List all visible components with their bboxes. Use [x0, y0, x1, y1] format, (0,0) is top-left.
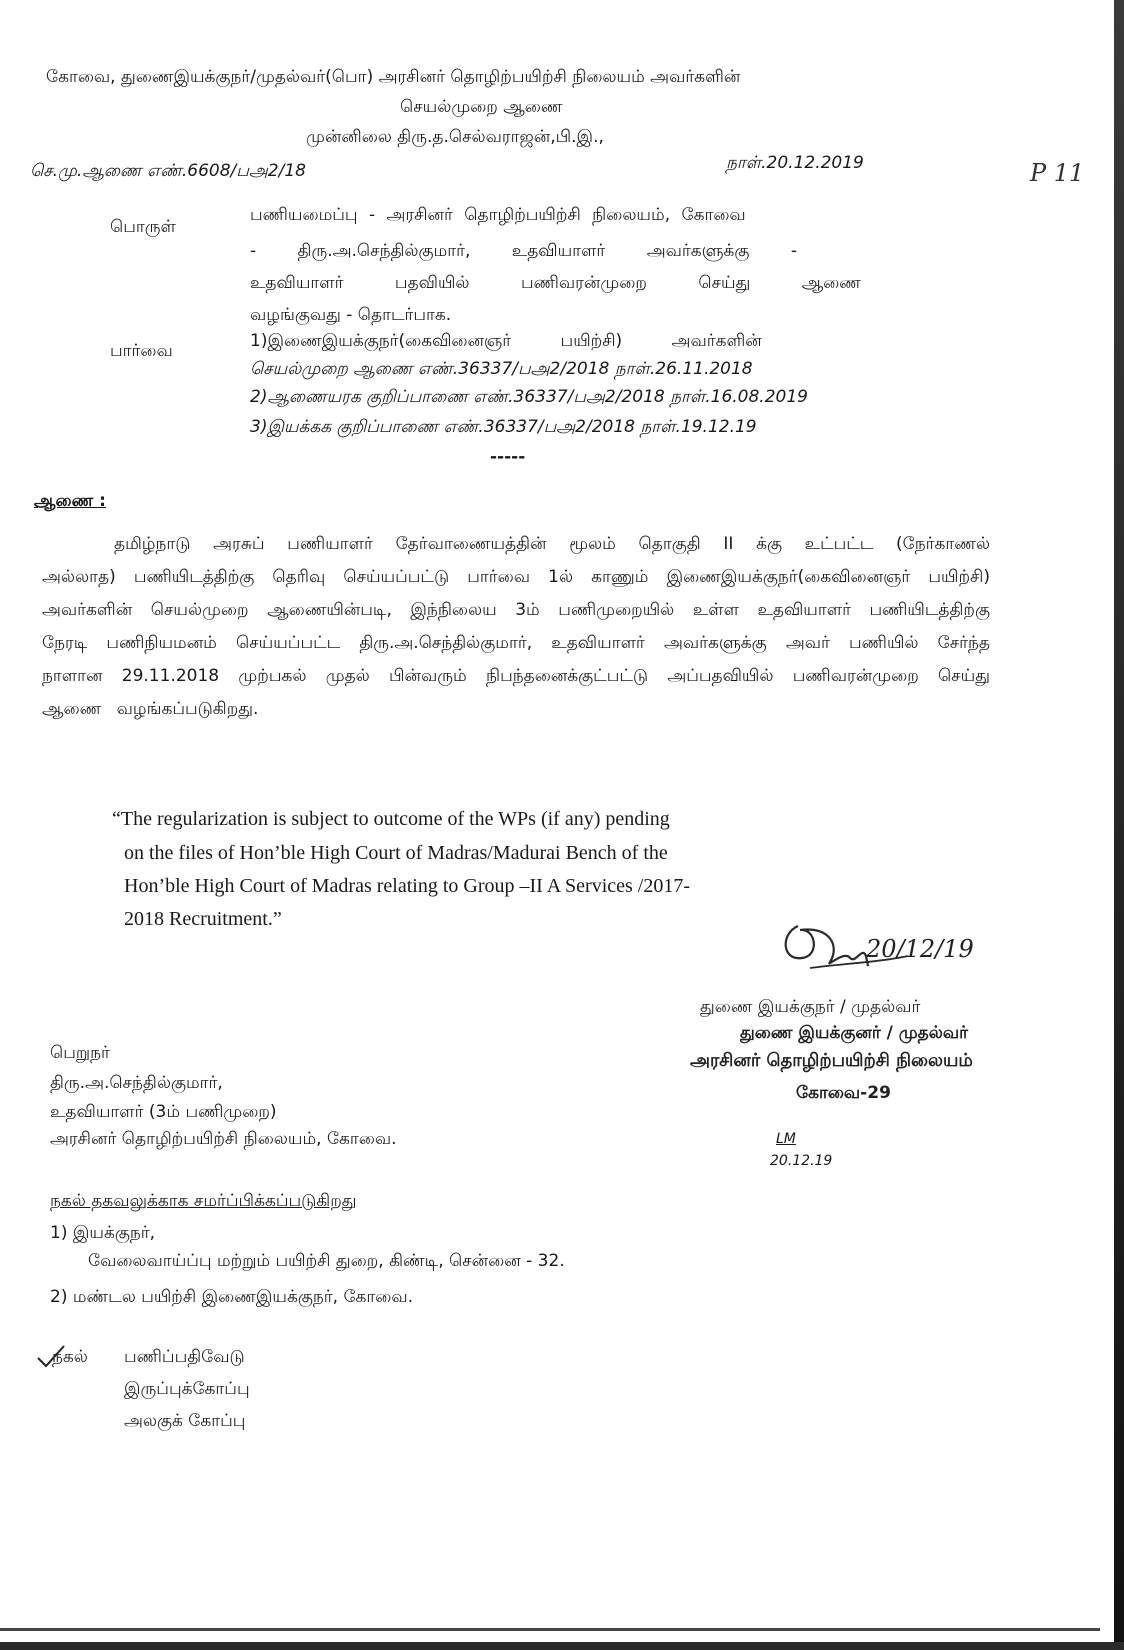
- bottom-scan-edge: [0, 1642, 1124, 1650]
- initials-date: 20.12.19: [770, 1153, 833, 1169]
- order-number: செ.மு.ஆணை எண்.6608/பஅ2/18: [30, 161, 306, 181]
- english-line-3: Hon’ble High Court of Madras relating to Group –II A Services /2017-: [124, 875, 691, 897]
- tick-mark: [36, 1344, 66, 1368]
- copies-line-3: அலகுக் கோப்பு: [124, 1411, 246, 1431]
- stamp-line-1: துணை இயக்குனர் / முதல்வர்: [740, 1023, 968, 1043]
- margin-mark: P 11: [1030, 159, 1085, 187]
- english-line-2: on the files of Hon’ble High Court of Madras/Madurai Bench of the: [124, 842, 668, 864]
- bottom-scan-line: [0, 1628, 1100, 1631]
- reference-line-4: 3)இயக்கக குறிப்பாணை எண்.36337/பஅ2/2018 நாள்.19.12.19: [250, 417, 757, 437]
- reference-line-1: 1)இணைஇயக்குநர்(கைவினைஞர் பயிற்சி) அவர்களின்: [250, 331, 762, 351]
- initials: LM: [776, 1131, 796, 1147]
- stamp-line-2: அரசினர் தொழிற்பயிற்சி நிலையம்: [690, 1050, 973, 1071]
- stamp-line-3: கோவை-29: [796, 1083, 891, 1103]
- recipient-line-1: திரு.அ.செந்தில்குமார்,: [50, 1073, 223, 1093]
- reference-label: பார்வை: [110, 341, 173, 361]
- order-date: நாள்.20.12.2019: [726, 153, 864, 173]
- right-scan-edge: [1114, 0, 1124, 1650]
- header-line-1: கோவை, துணைஇயக்குநர்/முதல்வர்(பொ) அரசினர் தொழிற்பயிற்சி நிலையம் அவர்களின்: [46, 67, 741, 87]
- subject-line-1: பணியமைப்பு - அரசினர் தொழிற்பயிற்சி நிலையம், கோவை: [250, 205, 746, 225]
- recipient-label: பெறுநர்: [50, 1043, 110, 1063]
- signature-designation: துணை இயக்குநர் / முதல்வர்: [700, 997, 921, 1017]
- copies-label: நகல்: [52, 1347, 88, 1367]
- recipient-line-3: அரசினர் தொழிற்பயிற்சி நிலையம், கோவை.: [50, 1129, 397, 1149]
- copy-to-heading: நகல் தகவலுக்காக சமர்ப்பிக்கப்படுகிறது: [50, 1191, 357, 1211]
- copies-line-2: இருப்புக்கோப்பு: [124, 1379, 250, 1399]
- recipient-line-2: உதவியாளர் (3ம் பணிமுறை): [50, 1102, 277, 1122]
- header-presence: முன்னிலை திரு.த.செல்வராஜன்,பி.இ.,: [306, 127, 604, 147]
- handwritten-date: 20/12/19: [866, 935, 974, 963]
- order-heading: ஆணை :: [34, 491, 106, 511]
- copy-to-item-1: 1) இயக்குநர்,: [50, 1223, 156, 1243]
- subject-line-3: உதவியாளர் பதவியில் பணிவரன்முறை செய்து ஆணை: [250, 273, 861, 293]
- reference-line-2: செயல்முறை ஆணை எண்.36337/பஅ2/2018 நாள்.26.11.2018: [250, 359, 753, 379]
- subject-line-2: - திரு.அ.செந்தில்குமார், உதவியாளர் அவர்களுக்கு -: [250, 241, 797, 261]
- copies-line-1: பணிப்பதிவேடு: [124, 1347, 245, 1367]
- copy-to-item-2: 2) மண்டல பயிற்சி இணைஇயக்குநர், கோவை.: [50, 1287, 414, 1307]
- header-line-2: செயல்முறை ஆணை: [400, 97, 563, 117]
- order-body: தமிழ்நாடு அரசுப் பணியாளர் தேர்வாணையத்தின் மூலம் தொகுதி II க்கு உட்பட்ட (நேர்காணல் அல்லாத) பணியிடத்திற்கு தெரிவு செய்யப்பட்டு பார்வை 1ல் காணும் இணைஇயக்குநர்(கைவினைஞர் பயிற்சி) அவர்களின் செயல்முறை ஆணையின்படி, இந்நிலைய 3ம் பணிமுறையில் உள்ள உதவியாளர் பணியிடத்திற்கு நேரடி பணிநியமனம் செய்யப்பட்ட திரு.அ.செந்தில்குமார், உதவியாளர் அவர்களுக்கு அவர் பணியில் சேர்ந்த நாளான 29.11.2018 முற்பகல் முதல் பின்வரும் நிபந்தனைக்குட்பட்டு அப்பதவியில் பணிவரன்முறை செய்து ஆணை வழங்கப்படுகிறது.: [42, 534, 990, 719]
- reference-line-3: 2)ஆணையரக குறிப்பாணை எண்.36337/பஅ2/2018 நாள்.16.08.2019: [250, 387, 808, 407]
- subject-label: பொருள்: [110, 217, 176, 237]
- reference-separator: -----: [490, 447, 526, 467]
- english-line-1: “The regularization is subject to outcome of the WPs (if any) pending: [112, 808, 670, 830]
- subject-line-4: வழங்குவது - தொடர்பாக.: [250, 305, 452, 325]
- copy-to-item-1-address: வேலைவாய்ப்பு மற்றும் பயிற்சி துறை, கிண்டி, சென்னை - 32.: [88, 1251, 565, 1271]
- english-line-4: 2018 Recruitment.”: [124, 908, 282, 930]
